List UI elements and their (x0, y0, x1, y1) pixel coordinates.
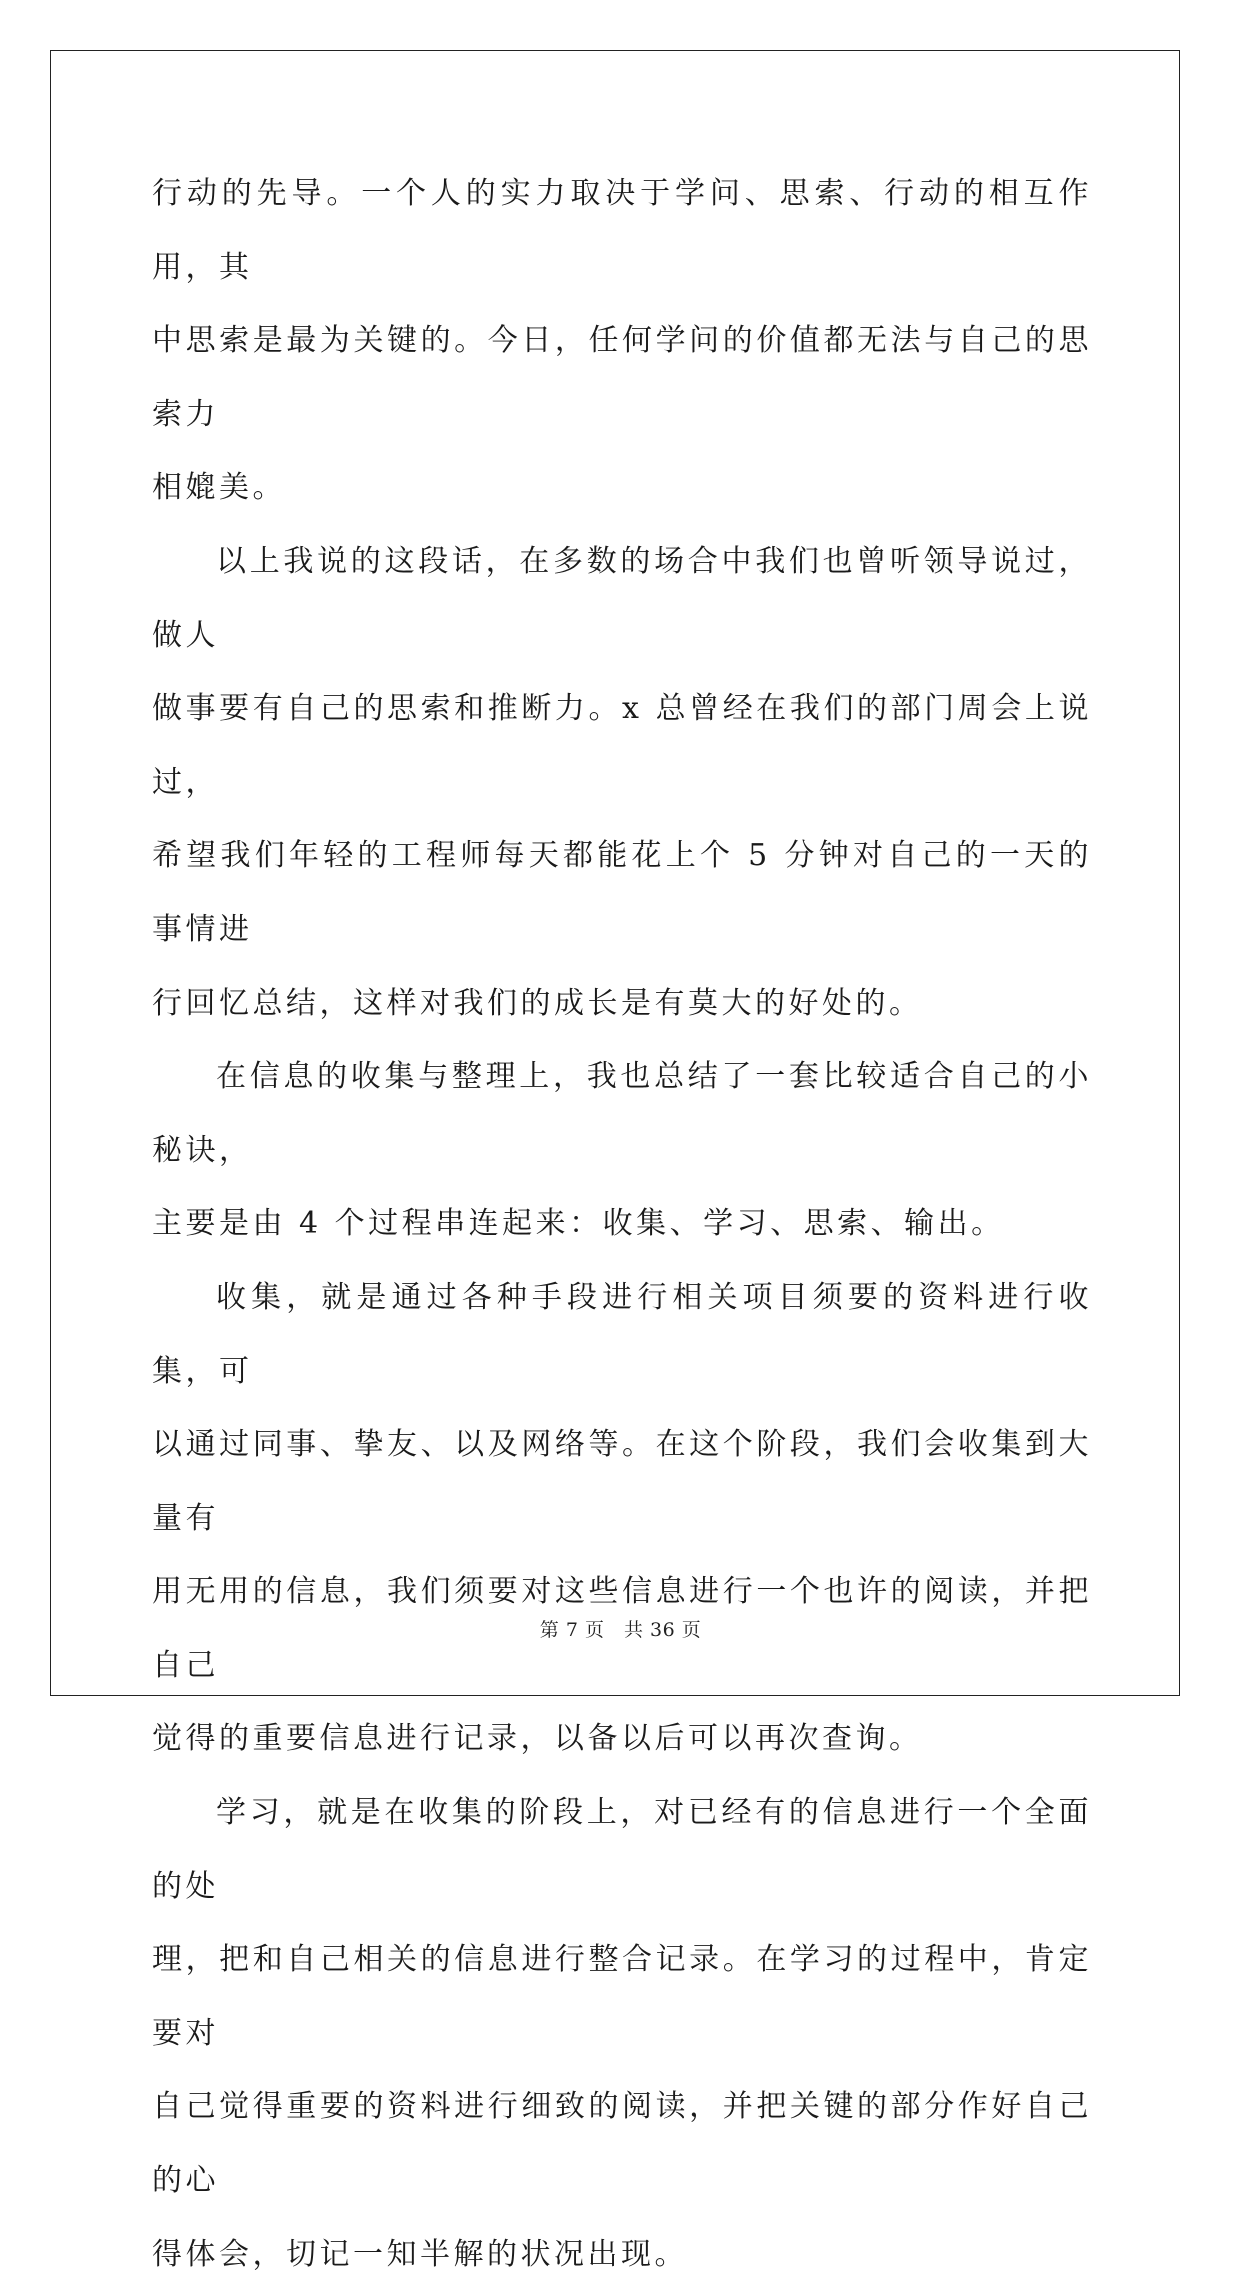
paragraph-2: 以上我说的这段话，在多数的场合中我们也曾听领导说过，做人 做事要有自己的思索和推断力。x 总曾经在我们的部门周会上说过， 希望我们年轻的工程师每天都能花上个 5 分钟对自己的一天的事情进 行回忆总结，这样对我们的成长是有莫大的好处的。 (152, 543, 1092, 1021)
paragraph-4: 收集，就是通过各种手段进行相关项目须要的资料进行收集，可 以通过同事、挚友、以及网络等。在这个阶段，我们会收集到大量有 用无用的信息，我们须要对这些信息进行一个也许的阅读，并把自己 觉得的重要信息进行记录，以备以后可以再次查询。 (152, 1279, 1092, 1757)
paragraph-1: 行动的先导。一个人的实力取决于学问、思索、行动的相互作用，其 中思索是最为关键的。今日，任何学问的价值都无法与自己的思索力 相媲美。 (152, 176, 1092, 506)
document-body (152, 157, 1092, 2291)
paragraph-3: 在信息的收集与整理上，我也总结了一套比较适合自己的小秘诀， 主要是由 4 个过程串连起来：收集、学习、思索、输出。 (152, 1059, 1092, 1242)
page-number-footer: 第 7 页 共 36 页 (539, 1619, 702, 1641)
paragraph-5: 学习，就是在收集的阶段上，对已经有的信息进行一个全面的处 理，把和自己相关的信息进行整合记录。在学习的过程中，肯定要对 自己觉得重要的资料进行细致的阅读，并把关键的部分作好自己的心 得体会，切记一知半解的状况出现。 (152, 1795, 1092, 2272)
